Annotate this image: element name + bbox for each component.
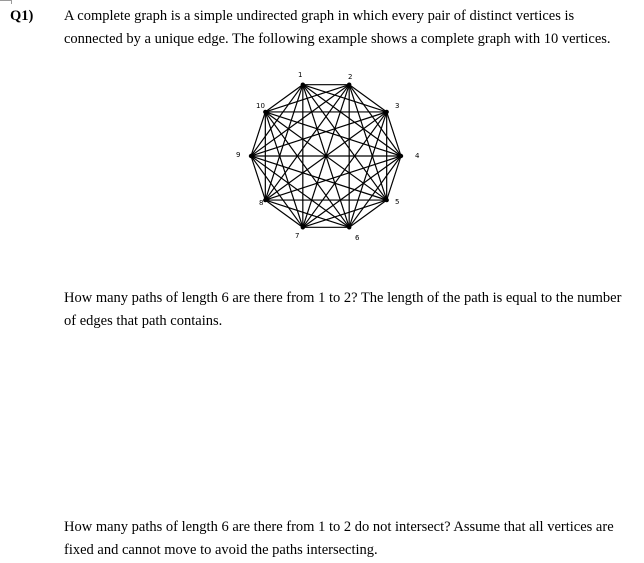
edge-7-9 <box>251 156 303 227</box>
edge-9-10 <box>251 112 265 156</box>
edge-1-10 <box>265 85 303 112</box>
vertex-label-10: 10 <box>256 102 265 110</box>
edge-5-6 <box>349 200 387 227</box>
vertex-4 <box>399 154 403 158</box>
vertex-label-5: 5 <box>395 198 400 206</box>
vertex-9 <box>249 154 253 158</box>
vertex-1 <box>301 82 305 86</box>
edge-2-10 <box>265 85 349 112</box>
edge-6-10 <box>265 112 349 227</box>
complete-graph-figure <box>225 68 425 246</box>
intro-paragraph: A complete graph is a simple undirected graph in which every pair of distinct vertices is connected by a unique edge. The following example shows a complete graph with 10 vertices. <box>64 8 611 47</box>
edge-6-8 <box>265 200 349 227</box>
vertex-7 <box>301 225 305 229</box>
vertex-label-2: 2 <box>348 73 353 81</box>
edge-4-5 <box>387 156 401 200</box>
vertex-label-6: 6 <box>355 234 360 242</box>
edge-7-8 <box>265 200 303 227</box>
vertex-10 <box>263 110 267 114</box>
question-label: Q1) <box>10 8 34 24</box>
vertex-6 <box>347 225 351 229</box>
vertex-label-3: 3 <box>395 102 400 110</box>
vertex-2 <box>347 82 351 86</box>
vertex-label-7: 7 <box>295 232 300 240</box>
vertex-label-8: 8 <box>259 199 264 207</box>
edge-4-8 <box>265 156 401 200</box>
vertex-3 <box>384 110 388 114</box>
vertex-8 <box>263 198 267 202</box>
vertex-label-4: 4 <box>415 152 420 160</box>
question-part-a: How many paths of length 6 are there from 1 to 2? The length of the path is equal to the number of edges that path contains. <box>64 290 622 329</box>
vertex-label-1: 1 <box>298 71 303 79</box>
edge-7-10 <box>265 112 303 227</box>
edge-2-3 <box>349 85 387 112</box>
graph-edges <box>249 82 403 229</box>
page-corner-mark-vertical <box>11 0 12 4</box>
edge-4-10 <box>265 112 401 156</box>
edge-5-9 <box>251 156 387 200</box>
edge-8-9 <box>251 156 265 200</box>
complete-graph-svg <box>225 68 425 246</box>
edge-3-9 <box>251 112 387 156</box>
edge-3-4 <box>387 112 401 156</box>
question-part-b: How many paths of length 6 are there from 1 to 2 do not intersect? Assume that all vertices are fixed and cannot move to avoid the paths intersecting. <box>64 519 614 558</box>
vertex-5 <box>384 198 388 202</box>
edge-5-7 <box>303 200 387 227</box>
vertex-label-9: 9 <box>236 151 241 159</box>
